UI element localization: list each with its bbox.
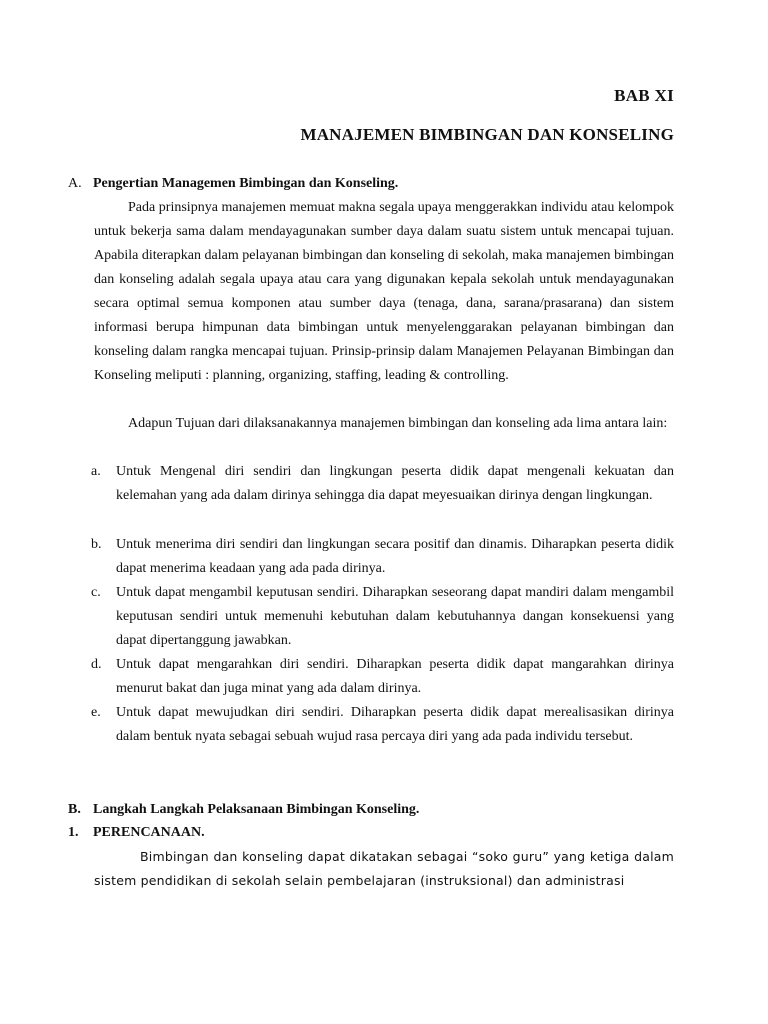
list-item [91, 581, 674, 653]
list-item [91, 653, 674, 701]
list-item [91, 701, 674, 749]
section-b-title: Langkah Langkah Pelaksanaan Bimbingan Konseling. [93, 802, 420, 817]
list-item-label: b. [91, 537, 102, 552]
section-a-label: A. [68, 176, 82, 191]
subsection-title: PERENCANAAN. [93, 825, 205, 840]
list-item-label: e. [91, 705, 101, 720]
list-item-text: Untuk Mengenal diri sendiri dan lingkungan peserta didik dapat mengenali kekuatan dan kelemahan yang ada dalam dirinya sehingga dia dapat meyesuaikan dirinya dengan lingkungan. [116, 464, 674, 503]
chapter-title: MANAJEMEN BIMBINGAN DAN KONSELING [300, 125, 674, 144]
list-item-label: c. [91, 585, 101, 600]
section-b-paragraph: Bimbingan dan konseling dapat dikatakan sebagai “soko guru” yang ketiga dalam sistem pendidikan di sekolah selain pembelajaran (instruksional) dan administrasi [94, 849, 674, 888]
chapter-number: BAB XI [614, 86, 674, 105]
subsection-label: 1. [68, 825, 79, 840]
list-item [91, 533, 674, 581]
section-a-paragraph-2: Adapun Tujuan dari dilaksanakannya manajemen bimbingan dan konseling ada lima antara lain: [128, 416, 668, 431]
list-item-text: Untuk dapat mengarahkan diri sendiri. Diharapkan peserta didik dapat mangarahkan dirinya menurut bakat dan juga minat yang ada dalam dirinya. [116, 657, 674, 696]
subsection-heading [68, 825, 205, 841]
section-b-label: B. [68, 802, 81, 817]
list-item-text: Untuk dapat mewujudkan diri sendiri. Diharapkan peserta didik dapat merealisasikan dirinya dalam bentuk nyata sebagai sebuah wujud rasa percaya diri yang ada pada individu tersebut. [116, 705, 674, 744]
section-a-paragraph-1: Pada prinsipnya manajemen memuat makna segala upaya menggerakkan individu atau kelompok untuk bekerja sama dalam mendayagunakan sumber daya dalam suatu sistem untuk mencapai tujuan. Apabila diterapkan dalam pelayanan bimbingan dan konseling di sekolah, maka manajemen bimbingan dan konseling adalah segala upaya atau cara yang digunakan kepala sekolah untuk mendayagunakan secara optimal semua komponen atau sumber daya (tenaga, dana, sarana/prasarana) dan sistem informasi berupa himpunan data bimbingan untuk menyelenggarakan pelayanan bimbingan dan konseling dalam rangka mencapai tujuan. Prinsip-prinsip dalam Manajemen Pelayanan Bimbingan dan Konseling meliputi : planning, organizing, staffing, leading & controlling. [94, 200, 674, 383]
section-a-title: Pengertian Managemen Bimbingan dan Konseling. [93, 176, 399, 191]
list-item-label: a. [91, 464, 101, 479]
list-item-text: Untuk dapat mengambil keputusan sendiri. Diharapkan seseorang dapat mandiri dalam mengambil keputusan sendiri untuk memenuhi kebutuhan dalam kebutuhannya dangan konsekuensi yang dapat dipertanggung jawabkan. [116, 585, 674, 648]
section-a-heading [68, 176, 398, 192]
list-item-label: d. [91, 657, 102, 672]
section-b-heading [68, 802, 419, 818]
list-item [91, 460, 674, 508]
list-item-text: Untuk menerima diri sendiri dan lingkungan secara positif dan dinamis. Diharapkan peserta didik dapat menerima keadaan yang ada pada dirinya. [116, 537, 674, 576]
